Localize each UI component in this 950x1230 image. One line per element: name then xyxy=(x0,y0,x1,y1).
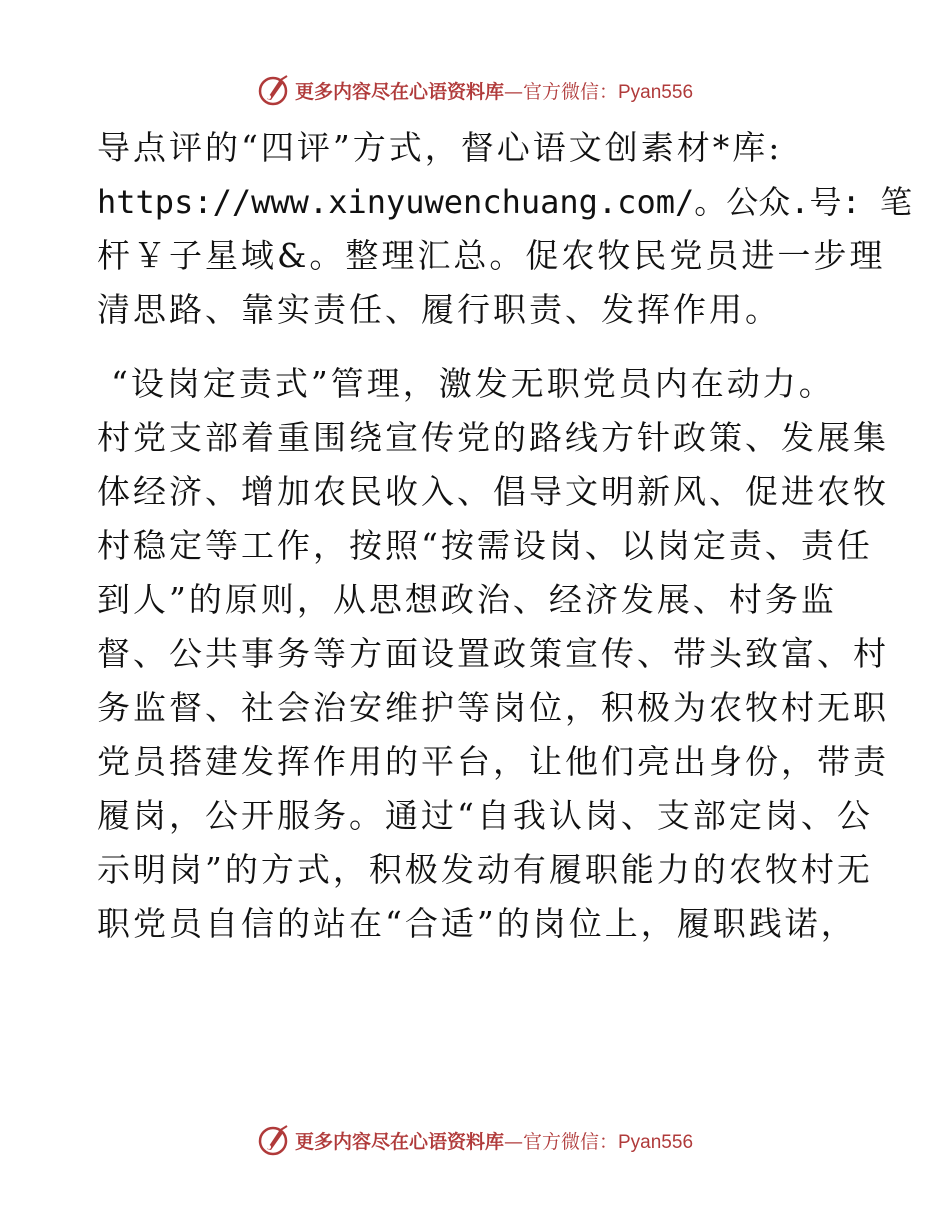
header-banner xyxy=(0,70,950,110)
text-line-heading: “设岗定责式”管理，激发无职党员内在动力。 xyxy=(111,364,835,403)
footer-banner-text xyxy=(295,1127,693,1154)
text-line: 党员搭建发挥作用的平台，让他们亮出身份，带责 xyxy=(97,742,889,781)
text-line: 体经济、增加农民收入、倡导文明新风、促进农牧 xyxy=(97,472,889,511)
paragraph-2 xyxy=(97,357,889,951)
footer-banner xyxy=(0,1120,950,1160)
quill-pen-circle-icon xyxy=(257,1123,291,1157)
footer-banner-wechat-label: 官方微信： xyxy=(522,1130,618,1153)
quill-pen-circle-icon xyxy=(257,73,291,107)
text-line: 督、公共事务等方面设置政策宣传、带头致富、村 xyxy=(97,634,889,673)
document-body xyxy=(97,121,913,951)
text-line-url: https://www.xinyuwenchuang.com/。公众.号: 笔 xyxy=(97,183,913,221)
footer-banner-prefix: 更多内容尽在心语资料库 xyxy=(294,1130,504,1153)
text-line: 杆￥子星域&。整理汇总。促农牧民党员进一步理 xyxy=(97,236,886,275)
paragraph-gap xyxy=(97,337,857,357)
text-line: 职党员自信的站在“合适”的岗位上，履职践诺， xyxy=(97,904,857,943)
text-line: 务监督、社会治安维护等岗位，积极为农牧村无职 xyxy=(97,688,889,727)
text-line: 清思路、靠实责任、履行职责、发挥作用。 xyxy=(97,290,781,329)
footer-banner-separator: — xyxy=(503,1130,523,1153)
paragraph-1 xyxy=(97,121,913,337)
header-banner-separator: — xyxy=(503,80,523,103)
text-line: 村稳定等工作，按照“按需设岗、以岗定责、责任 xyxy=(97,526,873,565)
header-banner-prefix: 更多内容尽在心语资料库 xyxy=(294,80,504,103)
text-line: 示明岗”的方式，积极发动有履职能力的农牧村无 xyxy=(97,850,873,889)
text-line: 到人”的原则，从思想政治、经济发展、村务监 xyxy=(97,580,837,619)
header-banner-account: Pyan556 xyxy=(618,81,694,103)
header-banner-wechat-label: 官方微信： xyxy=(522,80,618,103)
header-banner-text xyxy=(295,77,693,104)
text-line: 村党支部着重围绕宣传党的路线方针政策、发展集 xyxy=(97,418,889,457)
footer-banner-account: Pyan556 xyxy=(618,1131,694,1153)
text-line: 导点评的“四评”方式，督心语文创素材*库: xyxy=(97,128,783,167)
text-line: 履岗，公开服务。通过“自我认岗、支部定岗、公 xyxy=(97,796,873,835)
